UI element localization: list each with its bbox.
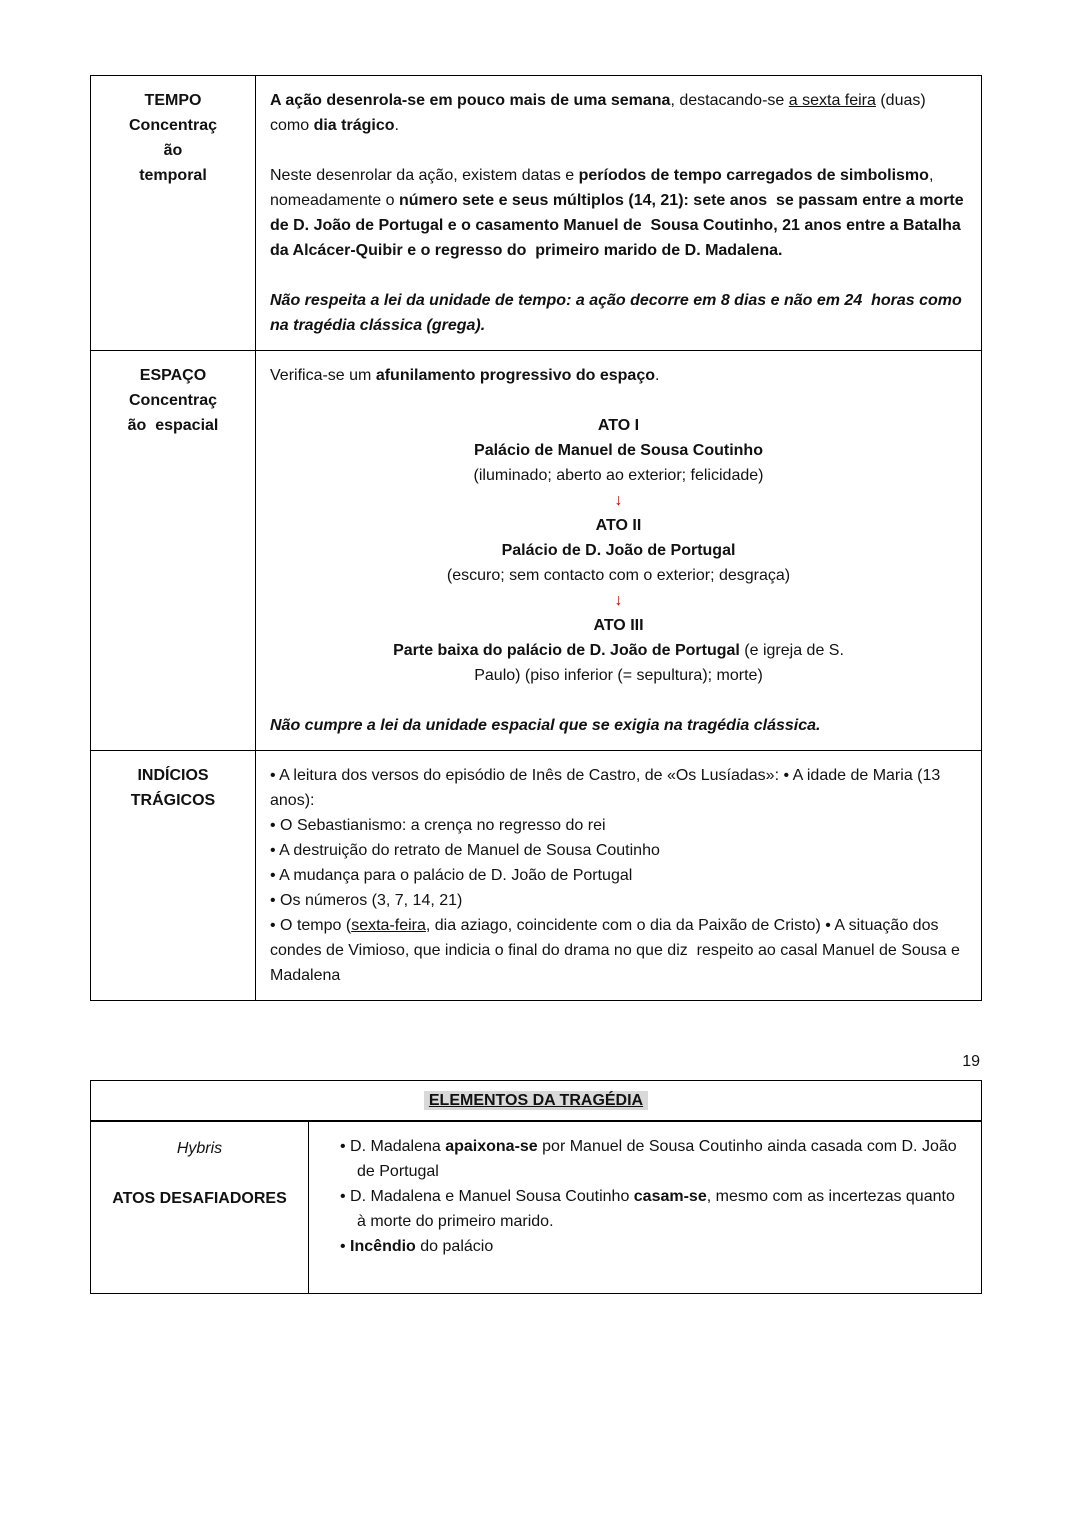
row-tempo — [91, 76, 981, 350]
row-indicios-tragicos — [91, 750, 981, 1000]
notes-table — [90, 75, 982, 1001]
tempo-label-cell: TEMPO Concentraç ão temporal — [91, 76, 256, 350]
espaco-label-cell: ESPAÇO Concentraç ão espacial — [91, 351, 256, 750]
hybris-content-cell: • D. Madalena apaixona-se por Manuel de Sousa Coutinho ainda casada com D. João de Portugal • D. Madalena e Manuel Sousa Coutinho casam-se, mesmo com as incertezas quanto à morte do primeiro marido. • Incêndio do palácio — [340, 1138, 962, 1255]
tempo-content-cell: A ação desenrola-se em pouco mais de uma semana, destacando-se a sexta feira (duas) como dia trágico. Neste desenrolar da ação, existem datas e períodos de tempo carregados de simbolismo, nomeadamente o número sete e seus múltiplos (14, 21): sete anos se passam entre a morte de D. João de Portugal e o casamento Manuel de Sousa Coutinho, 21 anos entre a Batalha da Alcácer-Quibir e o regresso do primeiro marido de D. Madalena. Não respeita a lei da unidade de tempo: a ação decorre em 8 dias e não em 24 horas como na tragédia clássica (grega). — [270, 92, 969, 334]
espaco-content-cell: Verifica-se um afunilamento progressivo do espaço. ATO I Palácio de Manuel de Sousa Coutinho (iluminado; aberto ao exterior; felicidade) ↓ ATO II Palácio de D. João de Portugal (escuro; sem contacto com o exterior; desgraça) ↓ ATO III Parte baixa do palácio de D. João de Portugal (e igreja de S. Paulo) (piso inferior (= sepultura); morte) Não cumpre a lei da unidade espacial que se exigia na tragédia clássica. — [270, 367, 844, 734]
indicios-content-cell: • A leitura dos versos do episódio de Inês de Castro, de «Os Lusíadas»: • A idade de Maria (13 anos): • O Sebastianismo: a crença no regresso do rei • A destruição do retrato de Manuel de Sousa Coutinho • A mudança para o palácio de D. João de Portugal • Os números (3, 7, 14, 21) • O tempo (sexta-feira, dia aziago, coincidente com o dia da Paixão de Cristo) • A situação dos condes de Vimioso, que indicia o final do drama no que diz respeito ao casal Manuel de Sousa e Madalena — [270, 767, 965, 984]
document-page — [90, 75, 982, 1294]
elements-table — [90, 1080, 982, 1294]
hybris-label-cell: Hybris ATOS DESAFIADORES — [91, 1122, 309, 1293]
indicios-label-cell: INDÍCIOS TRÁGICOS — [91, 751, 256, 1000]
page-number: 19 — [962, 1053, 980, 1070]
elements-table-title: ELEMENTOS DA TRAGÉDIA — [91, 1081, 981, 1121]
row-hybris — [91, 1121, 981, 1293]
row-espaco — [91, 350, 981, 750]
